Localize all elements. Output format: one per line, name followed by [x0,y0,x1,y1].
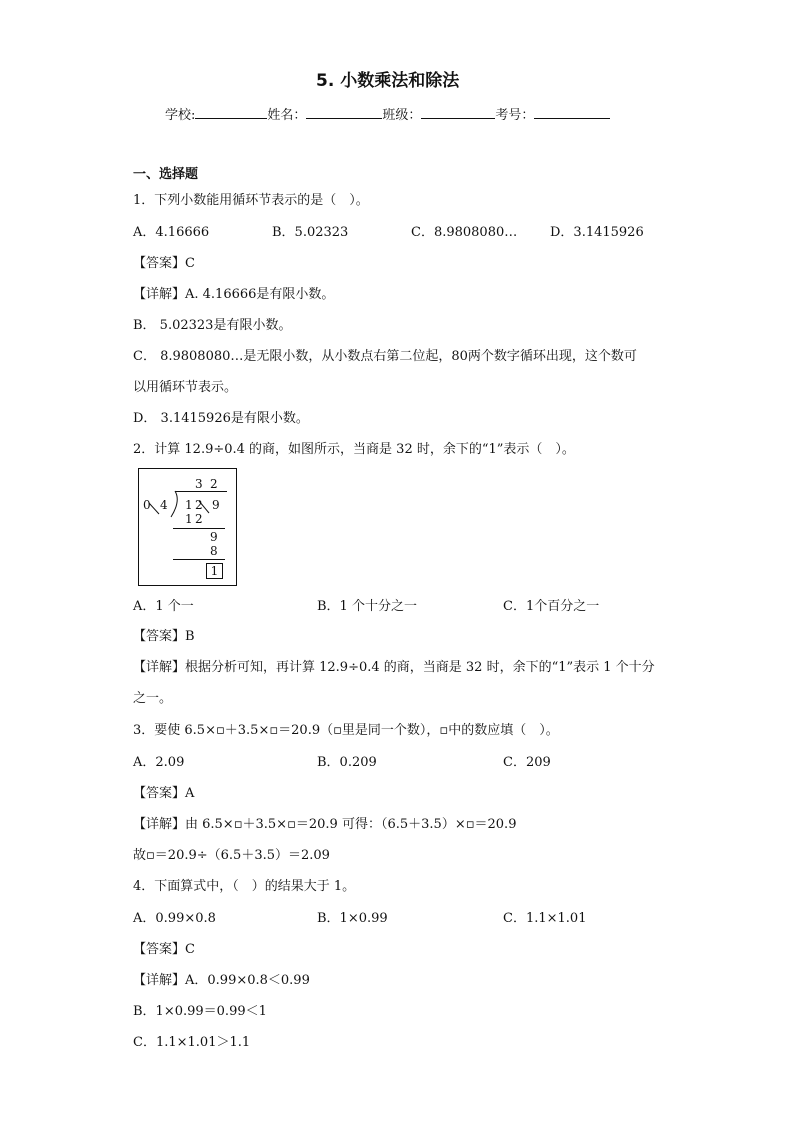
q1-option-a: A．4.16666 [133,225,210,240]
q3-option-b: B．0.209 [317,755,377,770]
page-title: 5. 小数乘法和除法 [316,71,460,91]
dividend-digit: 9 [212,498,220,512]
question-1-stem: 1．下列小数能用循环节表示的是（ ）。 [133,193,369,208]
school-label: 学校: [165,108,196,123]
subtraction-line [173,528,225,529]
question-2-stem: 2．计算 12.9÷0.4 的商，如图所示，当商是 32 时，余下的“1”表示（ ）。 [133,442,575,457]
q1-option-d: D．3.1415926 [550,225,644,240]
q1-detail-line: C． 8.9808080…是无限小数，从小数点右第二位起，80两个数字循环出现，这个数可 [133,349,637,364]
q4-option-c: C．1.1×1.01 [503,911,587,926]
name-label: 姓名： [267,108,307,123]
q1-option-c: C．8.9808080… [411,225,518,240]
q2-detail-line: 之一。 [133,691,173,706]
question-4-stem: 4．下面算式中，（ ）的结果大于 1。 [133,879,356,894]
section-heading: 一、选择题 [133,167,199,182]
q3-option-c: C．209 [503,755,551,770]
q4-option-b: B．1×0.99 [317,911,388,926]
q1-detail-line: 【详解】A. 4.16666是有限小数。 [133,287,335,302]
q4-option-a: A．0.99×0.8 [133,911,216,926]
q1-detail-line: B． 5.02323是有限小数。 [133,318,292,333]
class-field[interactable] [421,106,495,119]
partial-product: 8 [210,544,218,558]
class-label: 班级： [382,108,422,123]
q1-answer: 【答案】C [133,256,195,271]
divisor-digit: 4 [160,498,168,512]
long-division-figure [138,468,237,586]
exam-number-label: 考号： [495,108,535,123]
q2-option-a: A．1 个一 [133,599,194,614]
dividend-digit: 2 [195,498,203,512]
exam-number-field[interactable] [534,106,610,119]
q2-option-c: C．1个百分之一 [503,599,600,614]
q3-detail-line: 故▫＝20.9÷（6.5＋3.5）＝2.09 [133,848,330,863]
question-3-stem: 3．要使 6.5×▫＋3.5×▫＝20.9（▫里是同一个数），▫中的数应填（ ）。 [133,723,559,738]
q3-detail-line: 【详解】由 6.5×▫＋3.5×▫＝20.9 可得：（6.5＋3.5）×▫＝20.9 [133,817,517,832]
q2-answer: 【答案】B [133,629,195,644]
q4-detail-line: B．1×0.99＝0.99＜1 [133,1004,267,1019]
boxed-remainder: 1 [206,563,223,579]
quotient-digit: 2 [210,477,218,491]
divisor-digit: 0 [143,498,151,512]
name-field[interactable] [306,106,382,119]
q1-detail-line: D． 3.1415926是有限小数。 [133,411,309,426]
q1-option-b: B．5.02323 [272,225,349,240]
q2-option-b: B．1 个十分之一 [317,599,417,614]
header-info-line [165,106,610,122]
q4-detail-line: C．1.1×1.01＞1.1 [133,1035,251,1050]
partial-remainder: 9 [210,530,218,544]
q1-detail-line: 以用循环节表示。 [133,380,238,395]
dividend-digit: 1 [185,498,193,512]
subtraction-line [173,559,225,560]
q4-detail-line: 【详解】A．0.99×0.8＜0.99 [133,973,310,988]
q2-detail-line: 【详解】根据分析可知，再计算 12.9÷0.4 的商，当商是 32 时，余下的“1”表示 1 个十分 [133,660,655,675]
product-digit: 2 [195,512,203,526]
product-digit: 1 [185,512,193,526]
q3-option-a: A．2.09 [133,755,185,770]
q3-answer: 【答案】A [133,786,195,801]
q4-answer: 【答案】C [133,942,195,957]
school-field[interactable] [195,106,267,119]
quotient-digit: 3 [195,477,203,491]
